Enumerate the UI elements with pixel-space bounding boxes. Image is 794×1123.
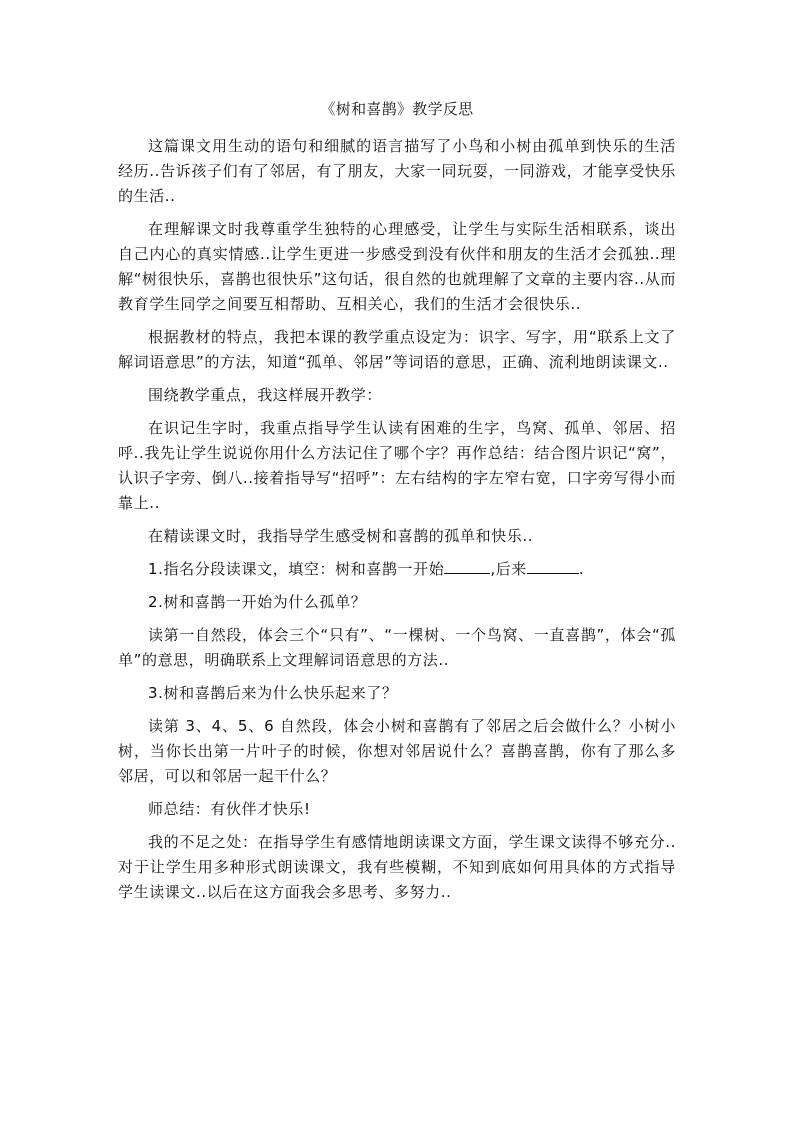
item-1-middle: ,后来: [490, 560, 527, 578]
document-body: [118, 98, 676, 913]
paragraph-understanding: 在理解课文时我尊重学生独特的心理感受，让学生与实际生活相联系，谈出自己内心的真实情感..让学生更进一步感受到没有伙伴和朋友的生活才会孤独..理解“树很快乐，喜鹊也很快乐”这句话，很自然的也就理解了文章的主要内容..从而教育学生同学之间要互相帮助、互相关心，我们的生活才会很快乐..: [118, 220, 676, 313]
document-title: 《树和喜鹊》教学反思: [320, 100, 474, 118]
paragraph-item-2: 2.树和喜鹊一开始为什么孤单？: [148, 593, 367, 611]
paragraph-item-2-detail: 读第一自然段，体会三个“只有”、“一棵树、一个鸟窝、一直喜鹊”，体会“孤单”的意思，明确联系上文理解词语意思的方法..: [118, 626, 676, 669]
paragraph-character-learning: 在识记生字时，我重点指导学生认读有困难的生字，鸟窝、孤单、邻居、招呼..我先让学生说说你用什么方法记住了哪个字？再作总结：结合图片识记“窝”，认识子字旁、倒八..接着指导写“招呼”：左右结构的字左窄右宽，口字旁写得小而靠上..: [118, 419, 676, 512]
paragraph-intro: 这篇课文用生动的语句和细腻的语言描写了小鸟和小树由孤单到快乐的生活经历..告诉孩子们有了邻居，有了朋友，大家一同玩耍，一同游戏，才能享受快乐的生活..: [118, 137, 676, 205]
paragraph-item-3-detail: 读第 3、4、5、6 自然段，体会小树和喜鹊有了邻居之后会做什么？小树小树，当你长出第一片叶子的时候，你想对邻居说什么？喜鹊喜鹊，你有了那么多邻居，可以和邻居一起干什么？: [118, 717, 676, 785]
fill-blank-2: [527, 559, 579, 574]
paragraph-summary: 师总结：有伙伴才快乐!: [148, 800, 311, 818]
paragraph-approach: 围绕教学重点，我这样展开教学：: [148, 386, 383, 404]
item-1-prefix: 1.指名分段读课文，填空：树和喜鹊一开始: [148, 560, 445, 578]
paragraph-item-1: [118, 557, 676, 582]
paragraph-close-reading: 在精读课文时，我指导学生感受树和喜鹊的孤单和快乐..: [148, 527, 534, 545]
paragraph-shortcomings: 我的不足之处：在指导学生有感情地朗读课文方面，学生课文读得不够充分..对于让学生用多种形式朗读课文，我有些模糊，不知到底如何用具体的方式指导学生读课文..以后在这方面我会多思考、多努力..: [118, 833, 676, 901]
paragraph-teaching-focus: 根据教材的特点，我把本课的教学重点设定为：识字、写字，用“联系上文了解词语意思”的方法，知道“孤单、邻居”等词语的意思，正确、流利地朗读课文..: [118, 328, 676, 371]
fill-blank-1: [444, 559, 490, 574]
paragraph-item-3: 3.树和喜鹊后来为什么快乐起来了？: [148, 684, 398, 702]
item-1-suffix: .: [578, 560, 585, 578]
